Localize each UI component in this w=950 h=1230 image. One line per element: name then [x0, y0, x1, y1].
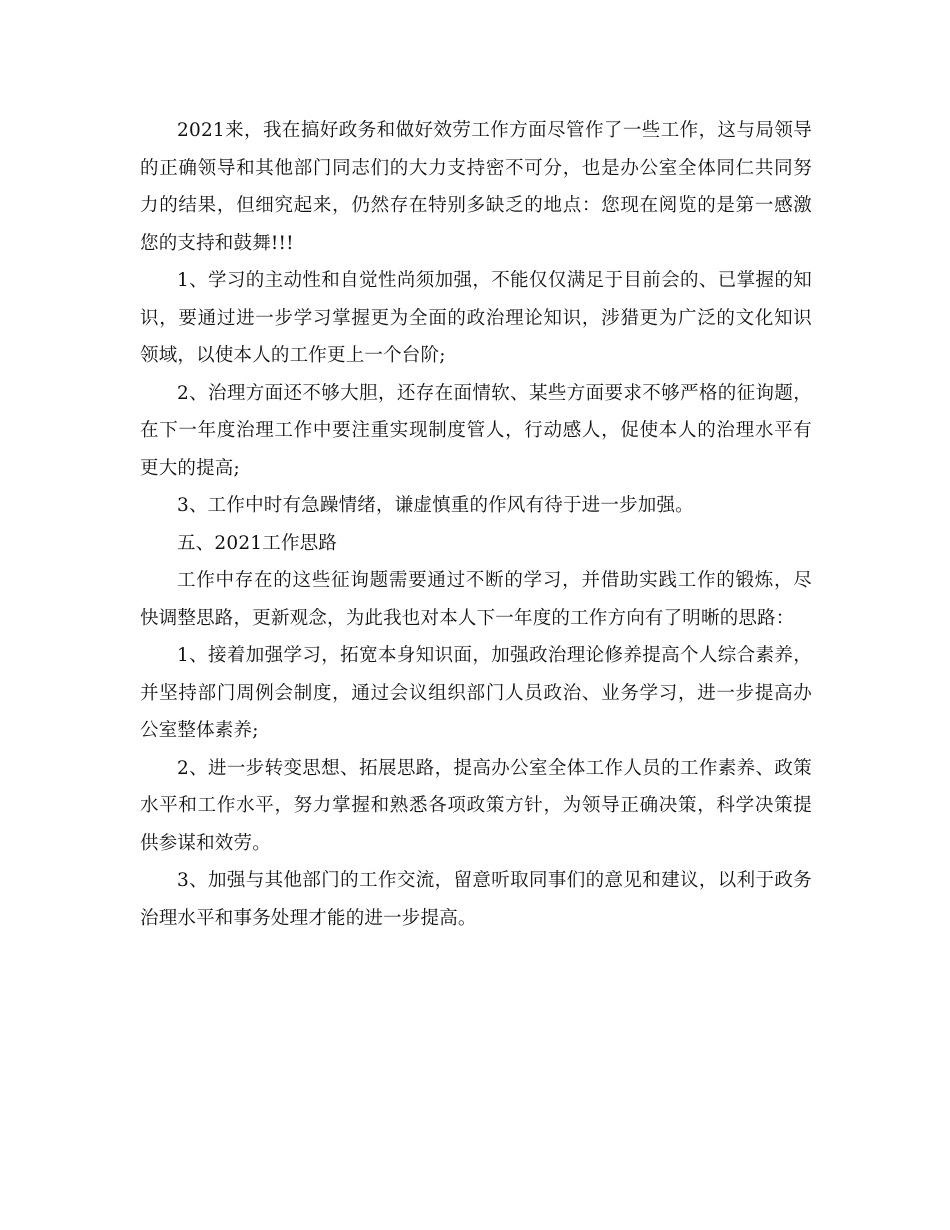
- shortcoming-item-3: 3、工作中时有急躁情绪，谦虚慎重的作风有待于进一步加强。: [177, 495, 694, 516]
- shortcoming-item-2: 2、治理方面还不够大胆，还存在面情软、某些方面要求不够严格的征询题，在下一年度治理工作中要注重实现制度管人，行动感人，促使本人的治理水平有更大的提高;: [140, 382, 812, 479]
- plan-item-1: 1、接着加强学习，拓宽本身知识面，加强政治理论修养提高个人综合素养，并坚持部门周例会制度，通过会议组织部门人员政治、业务学习，进一步提高办公室整体素养;: [140, 645, 812, 741]
- document-body: [140, 112, 812, 937]
- section-heading: 五、2021工作思路: [177, 532, 338, 554]
- intro-paragraph: 2021来，我在搞好政务和做好效劳工作方面尽管作了一些工作，这与局领导的正确领导和其他部门同志们的大力支持密不可分，也是办公室全体同仁共同努力的结果，但细究起来，仍然存在特别多缺乏的地点：您现在阅览的是第一感激您的支持和鼓舞!!!: [140, 120, 812, 254]
- shortcoming-item-1: 1、学习的主动性和自觉性尚须加强，不能仅仅满足于目前会的、已掌握的知识，要通过进一步学习掌握更为全面的政治理论知识，涉猎更为广泛的文化知识领域，以使本人的工作更上一个台阶;: [140, 270, 812, 366]
- plan-item-2: 2、进一步转变思想、拓展思路，提高办公室全体工作人员的工作素养、政策水平和工作水平，努力掌握和熟悉各项政策方针，为领导正确决策，科学决策提供参谋和效劳。: [140, 757, 812, 854]
- plan-item-3: 3、加强与其他部门的工作交流，留意听取同事们的意见和建议，以利于政务治理水平和事务处理才能的进一步提高。: [140, 870, 812, 929]
- plan-intro-paragraph: 工作中存在的这些征询题需要通过不断的学习，并借助实践工作的锻炼，尽快调整思路，更新观念，为此我也对本人下一年度的工作方向有了明晰的思路：: [140, 570, 812, 629]
